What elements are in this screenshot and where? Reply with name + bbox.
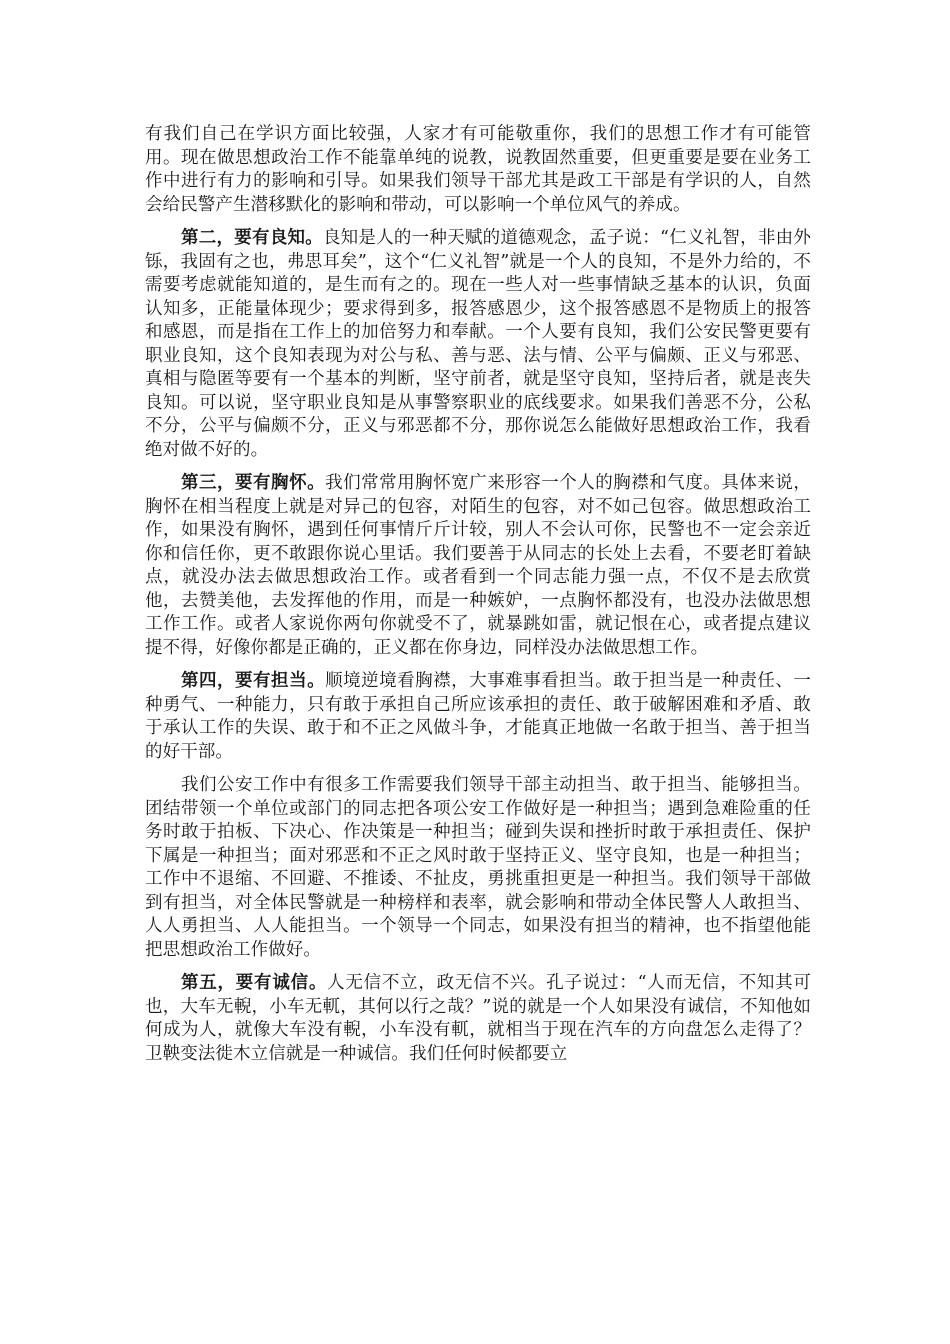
- paragraph-integrity: [145, 972, 811, 1066]
- paragraph-heading: 第四，要有担当。: [181, 671, 326, 691]
- paragraph-text: 我们常常用胸怀宽广来形容一个人的胸襟和气度。具体来说，胸怀在相当程度上就是对异己的包容，对陌生的包容，对不如己包容。做思想政治工作，如果没有胸怀，遇到任何事情斤斤计较，别人不会认可你，民警也不一定会亲近你和信任你，更不敢跟你说心里话。我们要善于从同志的长处上去看，不要老盯着缺点，就没办法去做思想政治工作。或者看到一个同志能力强一点，不仅不是去欣赏他，去赞美他，去发挥他的作用，而是一种嫉妒，一点胸怀都没有，也没办法做思想工作工作。或者人家说你两句你就受不了，就暴跳如雷，就记恨在心，或者提点建议提不得，好像你都是正确的，正义都在你身边，同样没办法做思想工作。: [145, 473, 811, 658]
- paragraph-text: 顺境逆境看胸襟，大事难事看担当。敢于担当是一种责任、一种勇气、一种能力，只有敢于承担自己所应该承担的责任、敢于破解困难和矛盾、敢于承认工作的失误、敢于和不正之风做斗争，才能真正地做一名敢于担当、善于担当的好干部。: [145, 671, 811, 762]
- paragraph-responsibility-detail: [145, 774, 811, 962]
- paragraph-heading: 第三，要有胸怀。: [181, 473, 326, 493]
- paragraph-heading: 第二，要有良知。: [181, 228, 323, 248]
- paragraph-text: 我们公安工作中有很多工作需要我们领导干部主动担当、敢于担当、能够担当。团结带领一个单位或部门的同志把各项公安工作做好是一种担当；遇到急难险重的任务时敢于拍板、下决心、作决策是一种担当；碰到失误和挫折时敢于承担责任、保护下属是一种担当；面对邪恶和不正之风时敢于坚持正义、坚守良知，也是一种担当；工作中不退缩、不回避、不推诿、不扯皮，勇挑重担更是一种担当。我们领导干部做到有担当，对全体民警就是一种榜样和表率，就会影响和带动全体民警人人敢担当、人人勇担当、人人能担当。一个领导一个同志，如果没有担当的精神，也不指望他能把思想政治工作做好。: [145, 775, 811, 960]
- paragraph-conscience: [145, 227, 811, 462]
- paragraph-continuation: [145, 123, 811, 217]
- paragraph-magnanimity: [145, 472, 811, 660]
- paragraph-responsibility: [145, 670, 811, 764]
- paragraph-heading: 第五，要有诚信。: [181, 973, 328, 993]
- paragraph-text: 有我们自己在学识方面比较强，人家才有可能敬重你，我们的思想工作才有可能管用。现在做思想政治工作不能靠单纯的说教，说教固然重要，但更重要是要在业务工作中进行有力的影响和引导。如果我们领导干部尤其是政工干部是有学识的人，自然会给民警产生潜移默化的影响和带动，可以影响一个单位风气的养成。: [145, 124, 811, 215]
- document-page: [145, 123, 811, 1076]
- paragraph-text: 良知是人的一种天赋的道德观念，孟子说：“仁义礼智，非由外铄，我固有之也，弗思耳矣”，这个“仁义礼智”就是一个人的良知，不是外力给的，不需要考虑就能知道的，是生而有之的。现在一些人对一些事情缺乏基本的认识，负面认知多，正能量体现少；要求得到多，报答感恩少，这个报答感恩不是物质上的报答和感恩，而是指在工作上的加倍努力和奉献。一个人要有良知，我们公安民警更要有职业良知，这个良知表现为对公与私、善与恶、法与情、公平与偏颇、正义与邪恶、真相与隐匿等要有一个基本的判断，坚守前者，就是坚守良知，坚持后者，就是丧失良知。可以说，坚守职业良知是从事警察职业的底线要求。如果我们善恶不分，公私不分，公平与偏颇不分，正义与邪恶都不分，那你说怎么能做好思想政治工作，我看绝对做不好的。: [145, 228, 811, 460]
- paragraph-text: 人无信不立，政无信不兴。孔子说过：“人而无信，不知其可也，大车无輗，小车无軏，其何以行之哉？”说的就是一个人如果没有诚信，不知他如何成为人，就像大车没有輗，小车没有軏，就相当于现在汽车的方向盘怎么走得了？卫鞅变法徙木立信就是一种诚信。我们任何时候都要立: [145, 973, 811, 1064]
